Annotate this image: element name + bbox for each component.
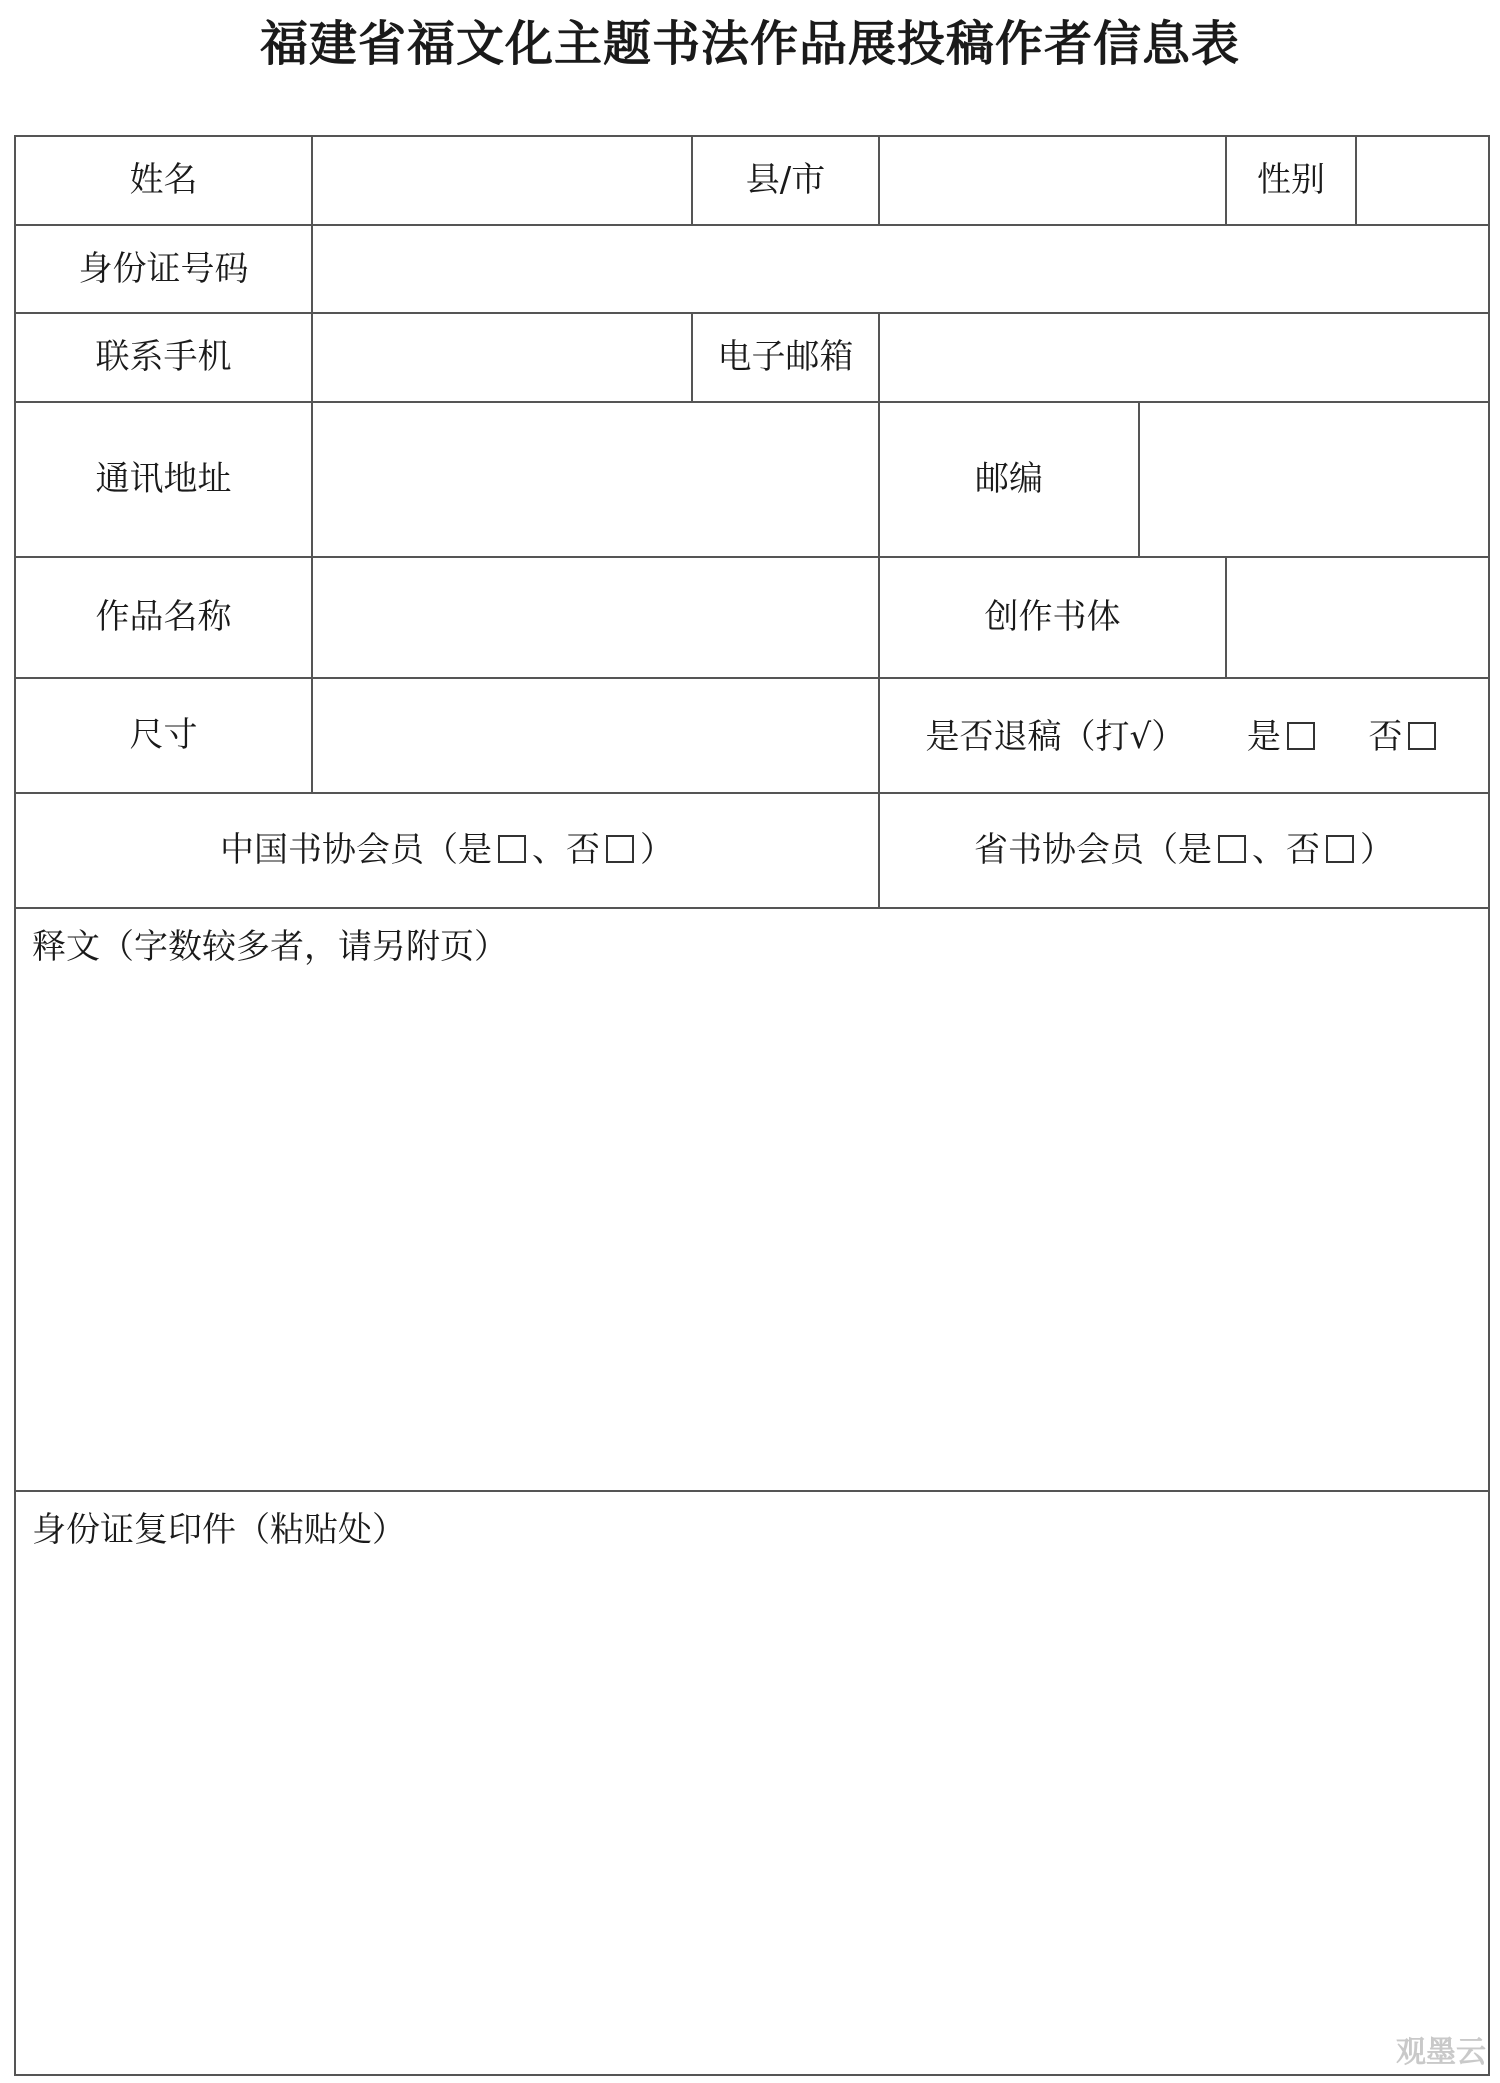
name-field[interactable] [312, 136, 692, 225]
gender-label: 性别 [1226, 136, 1356, 225]
return-no-label: 否 [1368, 717, 1403, 758]
size-label: 尺寸 [15, 678, 312, 793]
province-member-no-label: 、否 [1252, 830, 1320, 871]
page-title: 福建省福文化主题书法作品展投稿作者信息表 [259, 16, 1240, 72]
script-style-field[interactable] [1226, 557, 1489, 678]
phone-label: 联系手机 [15, 313, 312, 402]
work-title-label: 作品名称 [15, 557, 312, 678]
id-number-label: 身份证号码 [15, 225, 312, 313]
return-yes-label: 是 [1246, 717, 1281, 758]
id-copy-area[interactable] [15, 1491, 1489, 2075]
author-info-form [14, 135, 1490, 2076]
work-title-field[interactable] [312, 557, 879, 678]
transcription-label: 释文（字数较多者，请另附页） [32, 927, 508, 967]
id-copy-label: 身份证复印件（粘贴处） [32, 1510, 406, 1550]
address-label: 通讯地址 [15, 402, 312, 557]
china-membership-cell [15, 793, 879, 908]
phone-field[interactable] [312, 313, 692, 402]
email-label: 电子邮箱 [692, 313, 879, 402]
china-member-yes-checkbox[interactable] [498, 835, 526, 863]
county-city-label: 县/市 [692, 136, 879, 225]
province-membership-close: ） [1360, 830, 1394, 871]
province-membership-cell [879, 793, 1489, 908]
return-question-label: 是否退稿（打√） [925, 717, 1186, 758]
china-member-no-checkbox[interactable] [606, 835, 634, 863]
gender-field[interactable] [1356, 136, 1489, 225]
postcode-label: 邮编 [879, 402, 1139, 557]
province-member-no-checkbox[interactable] [1326, 835, 1354, 863]
postcode-field[interactable] [1139, 402, 1489, 557]
script-style-label: 创作书体 [879, 557, 1226, 678]
china-membership-close: ） [640, 830, 674, 871]
email-field[interactable] [879, 313, 1489, 402]
return-yes-checkbox[interactable] [1287, 722, 1315, 750]
return-question-cell [879, 678, 1489, 793]
china-membership-label: 中国书协会员（是 [220, 830, 492, 871]
china-member-no-label: 、否 [532, 830, 600, 871]
size-field[interactable] [312, 678, 879, 793]
address-field[interactable] [312, 402, 879, 557]
province-membership-label: 省书协会员（是 [974, 830, 1212, 871]
transcription-area[interactable] [15, 908, 1489, 1491]
id-number-field[interactable] [312, 225, 1489, 313]
name-label: 姓名 [15, 136, 312, 225]
province-member-yes-checkbox[interactable] [1218, 835, 1246, 863]
county-city-field[interactable] [879, 136, 1226, 225]
return-no-checkbox[interactable] [1408, 722, 1436, 750]
watermark: 观墨云 [1396, 2035, 1486, 2070]
